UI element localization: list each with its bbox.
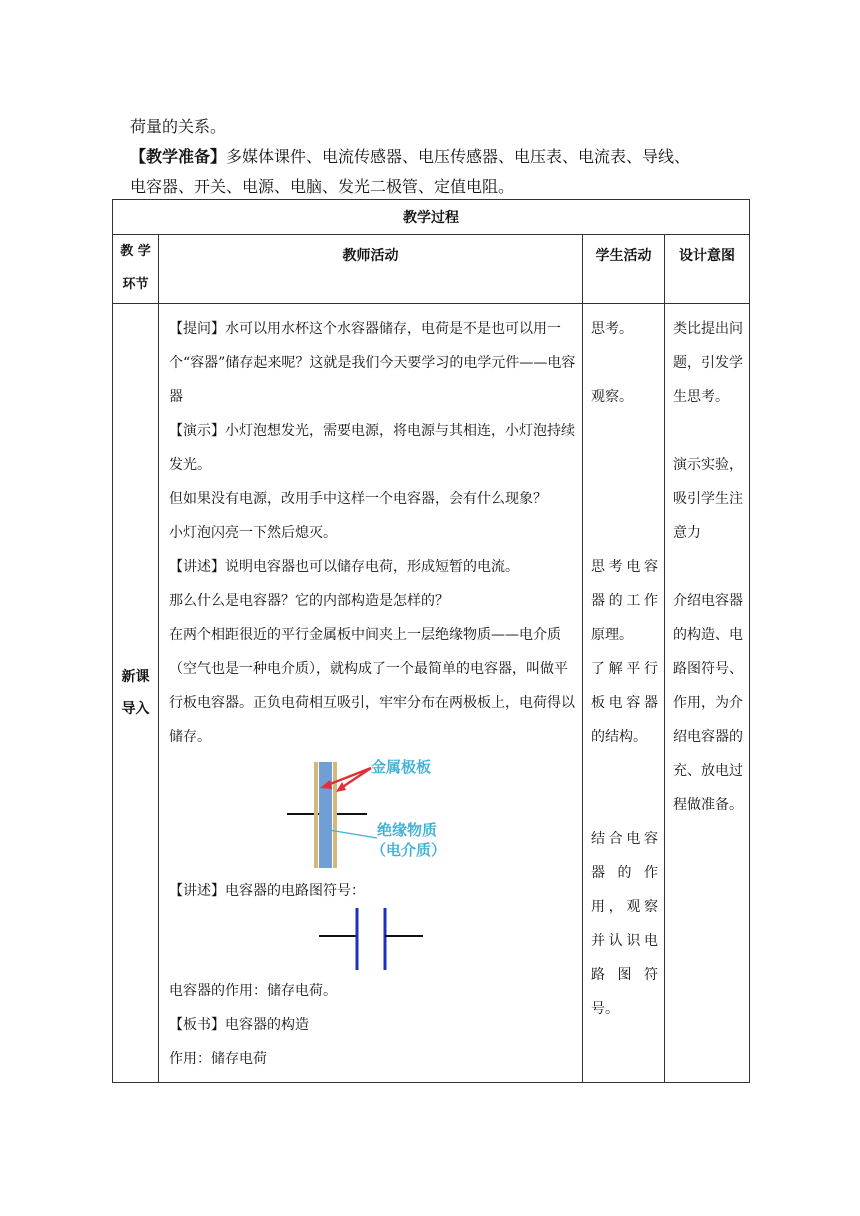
prep-text-1: 多媒体课件、电流传感器、电压传感器、电压表、电流表、导线、 xyxy=(226,147,691,166)
lesson-table xyxy=(112,199,750,1083)
header-section-line-1: 教 学 xyxy=(120,244,151,259)
teacher-para-6: 那么什么是电容器？它的内部构造是怎样的？ xyxy=(169,593,449,609)
section-line-1: 新课 xyxy=(121,669,150,685)
design-analogy: 类比提出问题，引发学生思考。 xyxy=(673,321,743,405)
design-intent xyxy=(665,304,750,1083)
prep-label: 【教学准备】 xyxy=(130,147,227,166)
student-symbol: 结合电容器的作用，观察并认识电路图符号。 xyxy=(591,831,658,1017)
teacher-para-11: 作用：储存电荷 xyxy=(169,1051,267,1067)
header-teacher: 教师活动 xyxy=(159,235,583,304)
student-think: 思考。 xyxy=(591,321,633,337)
student-principle: 思考电容器的工作原理。 xyxy=(591,559,658,643)
teacher-para-7: 在两个相距很近的平行金属板中间夹上一层绝缘物质——电介质（空气也是一种电介质），就构成了一个最简单的电容器，叫做平行板电容器。正负电荷相互吸引，牢牢分布在两极板上，电荷得以储存。 xyxy=(169,627,575,745)
figure-label-insulator: 绝缘物质 xyxy=(377,821,438,839)
student-activity xyxy=(583,304,665,1083)
teacher-para-demo: 【演示】小灯泡想发光，需要电源，将电源与其相连，小灯泡持续发光。 xyxy=(169,423,575,473)
teacher-para-4: 小灯泡闪亮一下然后熄灭。 xyxy=(169,525,337,541)
student-structure: 了解平行板电容器的结构。 xyxy=(591,661,658,745)
header-section xyxy=(113,235,159,304)
figure-label-plate: 金属极板 xyxy=(371,758,432,776)
figure-plate-left xyxy=(314,762,318,868)
capacitor-symbol-figure xyxy=(319,908,423,974)
teacher-para-explain: 【讲述】说明电容器也可以储存电荷，形成短暂的电流。 xyxy=(169,559,519,575)
table-title: 教学过程 xyxy=(113,200,750,235)
student-observe: 观察。 xyxy=(591,389,633,405)
parallel-plate-capacitor-figure xyxy=(287,758,507,870)
intro-line-1: 荷量的关系。 xyxy=(130,117,227,136)
figure-arrowhead-2 xyxy=(336,782,346,792)
design-structure: 介绍电容器的构造、电路图符号、作用，为介绍电容器的充、放电过程做准备。 xyxy=(673,593,743,813)
section-cell xyxy=(113,304,159,1083)
section-line-2: 导入 xyxy=(121,701,150,717)
intro-text xyxy=(130,112,750,202)
header-student: 学生活动 xyxy=(583,235,665,304)
teacher-para-3: 但如果没有电源，改用手中这样一个电容器，会有什么现象？ xyxy=(169,491,547,507)
figure-plate-right xyxy=(333,762,337,868)
figure-label-dielectric: （电介质） xyxy=(371,841,447,859)
header-design: 设计意图 xyxy=(665,235,750,304)
teacher-para-board: 【板书】电容器的构造 xyxy=(169,1017,309,1033)
prep-line-2: 电容器、开关、电源、电脑、发光二极管、定值电阻。 xyxy=(130,177,515,196)
prep-line-1 xyxy=(130,142,750,172)
design-demo: 演示实验，吸引学生注意力 xyxy=(673,457,743,541)
teacher-para-symbol: 【讲述】电容器的电路图符号： xyxy=(169,883,365,899)
figure-dielectric xyxy=(319,762,332,868)
teacher-activity xyxy=(159,304,583,1083)
teacher-para-question: 【提问】水可以用水杯这个水容器储存，电荷是不是也可以用一个“容器”储存起来呢？这就是我们今天要学习的电学元件——电容器 xyxy=(169,321,576,405)
header-section-line-2: 环节 xyxy=(122,277,149,292)
teacher-para-function: 电容器的作用：储存电荷。 xyxy=(169,983,337,999)
